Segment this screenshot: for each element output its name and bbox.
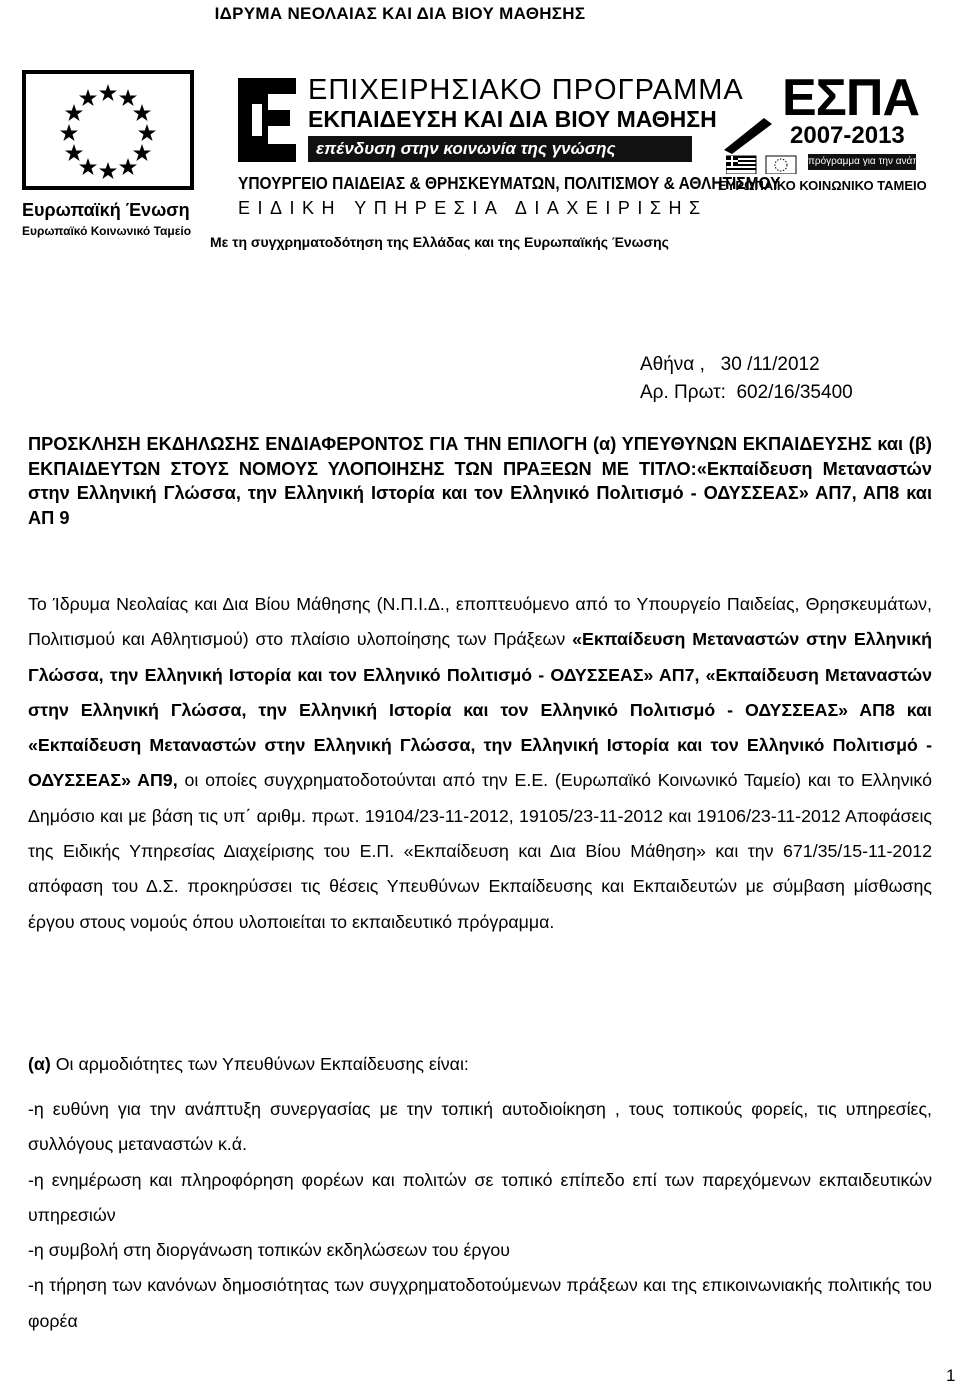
institution-title	[0, 4, 960, 24]
call-headline: ΠΡΟΣΚΛΗΣΗ ΕΚΔΗΛΩΣΗΣ ΕΝΔΙΑΦΕΡΟΝΤΟΣ ΓΙΑ ΤΗΝ ΕΠΙΛΟΓΗ (α) ΥΠΕΥΘΥΝΩΝ ΕΚΠΑΙΔΕΥΣΗΣ και (β) ΕΚΠΑΙΔΕΥΤΩΝ ΣΤΟΥΣ ΝΟΜΟΥΣ ΥΛΟΠΟΙΗΣΗΣ ΤΩΝ ΠΡΑΞΕΩΝ ΜΕ ΤΙΤΛΟ:«Εκπαίδευση Μεταναστών στην Ελληνική Γλώσσα, την Ελληνική Ιστορία και τον Ελληνικό Πολιτισμό - ΟΔΥΣΣΕΑΣ» ΑΠ7, ΑΠ8 και ΑΠ 9	[28, 434, 932, 528]
section-a-heading	[28, 1054, 469, 1075]
eu-flag-icon	[22, 70, 194, 190]
espa-development: πρόγραμμα για την ανάπτυξη	[808, 154, 916, 170]
programme-logo	[210, 74, 781, 254]
espa-emblem-icon	[720, 114, 776, 154]
paragraph-intro: Το Ίδρυμα Νεολαίας και Δια Βίου Μάθησης (Ν.Π.Ι.Δ., εποπτευόμενο από το Υπουργείο Παιδείας, Θρησκευμάτων, Πολιτισμού και Αθλητισμού) στο πλαίσιο υλοποίησης των Πράξεων	[28, 594, 932, 650]
espa-years: 2007-2013	[790, 122, 905, 149]
programme-line2: ΕΚΠΑΙΔΕΥΣΗ ΚΑΙ ΔΙΑ ΒΙΟΥ ΜΑΘΗΣΗ	[308, 106, 717, 132]
document-date: Αθήνα , 30 /11/2012	[640, 354, 820, 375]
programme-tagline: επένδυση στην κοινωνία της γνώσης	[308, 136, 692, 162]
section-a-text: Οι αρμοδιότητες των Υπευθύνων Εκπαίδευσης είναι:	[50, 1054, 469, 1074]
main-paragraph	[28, 587, 932, 940]
espa-logo	[718, 69, 939, 204]
ministry-name: ΥΠΟΥΡΓΕΙΟ ΠΑΙΔΕΙΑΣ & ΘΡΗΣΚΕΥΜΑΤΩΝ, ΠΟΛΙΤΙΣΜΟΥ & ΑΘΛΗΤΙΣΜΟΥ	[238, 174, 781, 194]
eu-subtitle: Ευρωπαϊκό Κοινωνικό Ταμείο	[22, 224, 192, 238]
duties-list	[28, 1092, 932, 1339]
eu-name: Ευρωπαϊκή Ένωση	[22, 200, 190, 220]
managing-authority: ΕΙΔΙΚΗ ΥΠΗΡΕΣΙΑ ΔΙΑΧΕΙΡΙΣΗΣ	[238, 198, 708, 218]
page-number: 1	[946, 1366, 956, 1385]
section-a-marker: (α)	[28, 1054, 51, 1074]
programme-line1: ΕΠΙΧΕΙΡΗΣΙΑΚΟ ΠΡΟΓΡΑΜΜΑ	[308, 74, 744, 106]
protocol-number: Αρ. Πρωτ: 602/16/35400	[640, 382, 853, 403]
cofunding-note: Με τη συγχρηματοδότηση της Ελλάδας και της Ευρωπαϊκής Ένωσης	[210, 234, 669, 250]
institution-title-text: ΙΔΡΥΜΑ ΝΕΟΛΑΙΑΣ ΚΑΙ ΔΙΑ ΒΙΟΥ ΜΑΘΗΣΗΣ	[214, 4, 586, 23]
flags-icon	[726, 154, 802, 174]
paragraph-rest: οι οποίες συγχρηματοδοτούνται από την Ε.Ε. (Ευρωπαϊκό Κοινωνικό Ταμείο) και το Ελληνικό Δημόσιο και με βάση τις υπ΄ αριθμ. πρωτ. 19104/23-11-2012, 19105/23-11-2012 και 19106/23-11-2012 Αποφάσεις της Ειδικής Υπηρεσίας Διαχείρισης του Ε.Π. «Εκπαίδευση και Δια Βίου Μάθηση» και την 671/35/15-11-2012 απόφαση του Δ.Σ. προκηρύσσει τις θέσεις Υπευθύνων Εκπαίδευσης και Εκπαιδευτών με σύμβαση μίσθωσης έργου στους νομούς όπου υλοποιείται το εκπαιδευτικό πρόγραμμα.	[28, 770, 932, 932]
espa-fund-name: ΕΥΡΩΠΑΪΚΟ ΚΟΙΝΩΝΙΚΟ ΤΑΜΕΙΟ	[718, 178, 927, 193]
eu-logo	[22, 70, 202, 240]
paragraph-actions: «Εκπαίδευση Μεταναστών στην Ελληνική Γλώσσα, την Ελληνική Ιστορία και τον Ελληνικό Πολιτισμό - ΟΔΥΣΣΕΑΣ» ΑΠ7, «Εκπαίδευση Μεταναστών στην Ελληνική Γλώσσα, την Ελληνική Ιστορία και τον Ελληνικό Πολιτισμό - ΟΔΥΣΣΕΑΣ» ΑΠ8 και «Εκπαίδευση Μεταναστών στην Ελληνική Γλώσσα, την Ελληνική Ιστορία και τον Ελληνικό Πολιτισμό - ΟΔΥΣΣΕΑΣ» ΑΠ9,	[28, 629, 933, 791]
duty-item: -η συμβολή στη διοργάνωση τοπικών εκδηλώσεων του έργου	[28, 1240, 511, 1261]
programme-emblem-icon	[232, 74, 302, 166]
espa-word: ΕΣΠΑ	[782, 69, 919, 127]
duty-item: -η ευθύνη για την ανάπτυξη συνεργασίας με την τοπική αυτοδιοίκηση , τους τοπικούς φορείς, τις υπηρεσίες, συλλόγους μεταναστών κ.ά.	[28, 1099, 932, 1155]
duty-item: -η ενημέρωση και πληροφόρηση φορέων και πολιτών σε τοπικό επίπεδο επί των παρεχόμενων εκπαιδευτικών υπηρεσιών	[28, 1169, 932, 1225]
duty-item: -η τήρηση των κανόνων δημοσιότητας των συγχρηματοδοτούμενων πράξεων και της επικοινωνιακής πολιτικής του φορέα	[28, 1275, 932, 1331]
